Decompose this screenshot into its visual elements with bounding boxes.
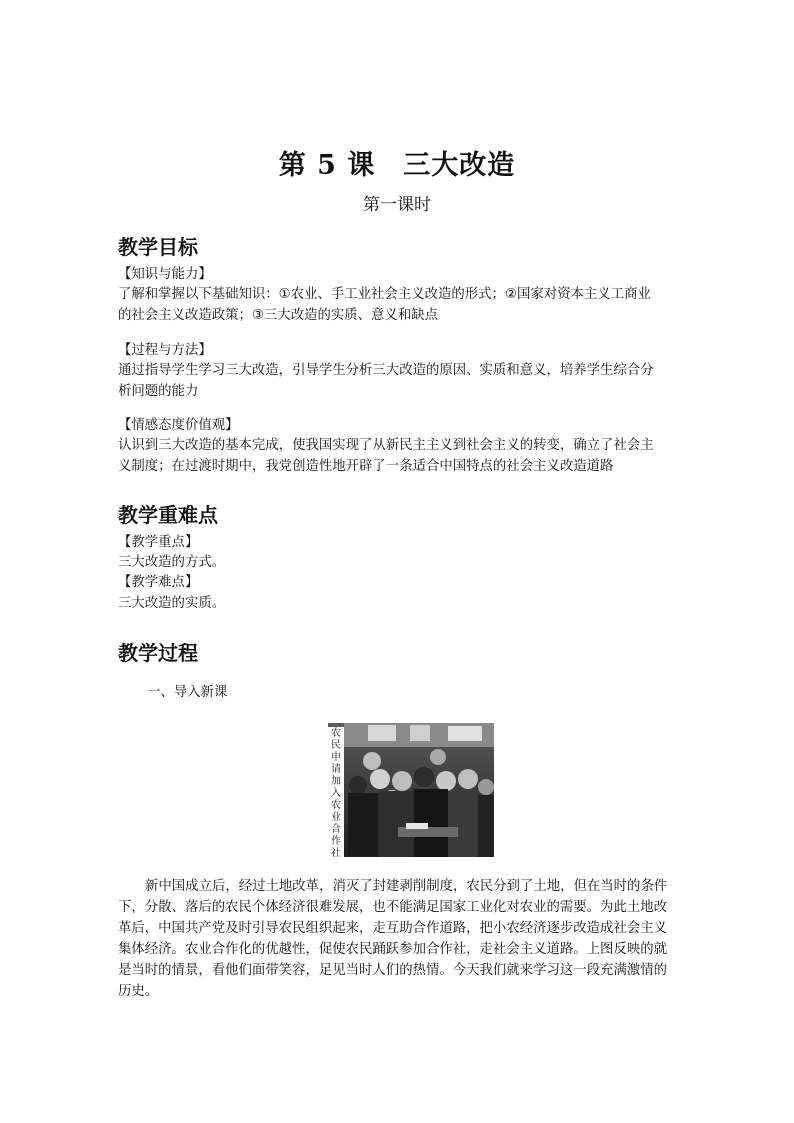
focus-text: 三大改造的方式。 bbox=[118, 555, 226, 570]
process-line-2: 析问题的能力 bbox=[118, 384, 199, 399]
values-label: 【情感态度价值观】 bbox=[118, 418, 239, 433]
focus-label: 【教学重点】 bbox=[118, 535, 199, 550]
historical-photo bbox=[328, 723, 494, 857]
process-line-1: 通过指导学生学习三大改造，引导学生分析三大改造的原因、实质和意义，培养学生综合分 bbox=[118, 363, 654, 378]
intro-paragraph: 新中国成立后，经过土地改革，消灭了封建剥削制度，农民分到了土地，但在当时的条件下，分散、落后的农民个体经济很难发展，也不能满足国家工业化对农业的需要。为此土地改革后，中国共产党及时引导农民组织起来，走互助合作道路，把小农经济逐步改造成社会主义集体经济。农业合作化的优越性，促使农民踊跃参加合作社，走社会主义道路。上图反映的就是当时的情景，看他们面带笑容，足见当时人们的热情。今天我们就来学习这一段充满激情的历史。 bbox=[118, 879, 668, 999]
photo-caption: 农民申请加入农业合作社 bbox=[328, 727, 344, 861]
knowledge-line-2: 的社会主义改造政策；③三大改造的实质、意义和缺点 bbox=[118, 308, 438, 323]
knowledge-label: 【知识与能力】 bbox=[118, 267, 212, 282]
lesson-subtitle: 第一课时 bbox=[363, 195, 431, 215]
objectives-heading: 教学目标 bbox=[118, 235, 198, 259]
lesson-title: 第 5 课 三大改造 bbox=[278, 150, 516, 181]
process-heading: 教学过程 bbox=[118, 641, 198, 665]
intro-step: 一、导入新课 bbox=[147, 685, 228, 700]
values-line-1: 认识到三大改造的基本完成，使我国实现了从新民主主义到社会主义的转变，确立了社会主 bbox=[118, 438, 654, 453]
knowledge-line-1: 了解和掌握以下基础知识：①农业、手工业社会主义改造的形式；②国家对资本主义工商业 bbox=[118, 287, 651, 302]
difficulty-text: 三大改造的实质。 bbox=[118, 596, 226, 611]
process-label: 【过程与方法】 bbox=[118, 343, 212, 358]
values-line-2: 义制度；在过渡时期中，我党创造性地开辟了一条适合中国特点的社会主义改造道路 bbox=[118, 459, 614, 474]
photo-illustration bbox=[328, 723, 494, 857]
key-points-heading: 教学重难点 bbox=[118, 503, 218, 527]
difficulty-label: 【教学难点】 bbox=[118, 575, 199, 590]
